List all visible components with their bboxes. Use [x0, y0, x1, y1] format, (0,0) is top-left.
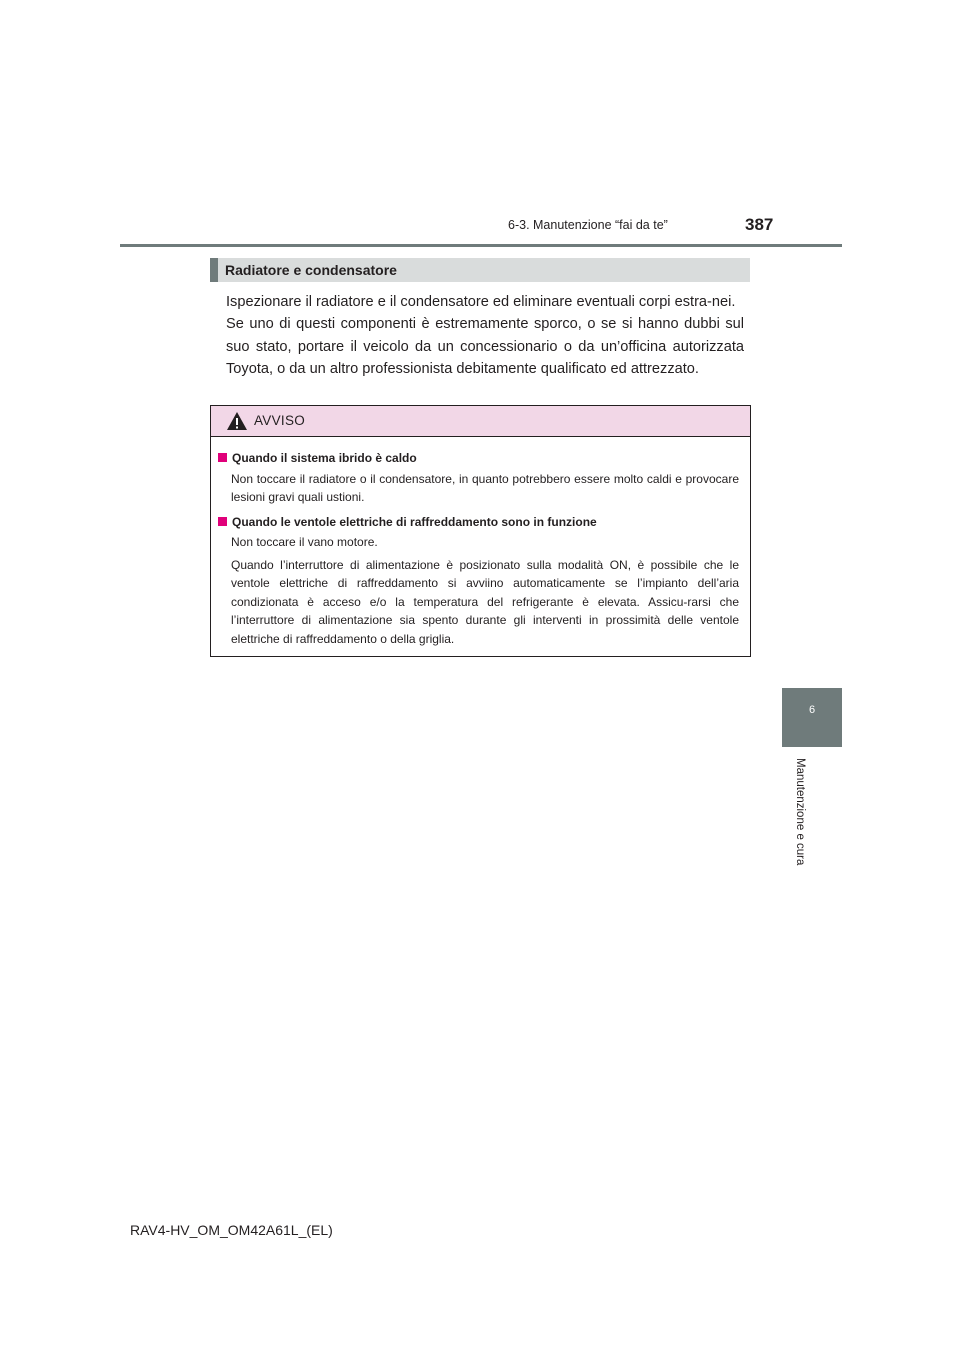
warning-header — [211, 406, 750, 437]
warning-triangle-icon — [226, 411, 248, 431]
warning-paragraph: Quando l’interruttore di alimentazione è posizionato sulla modalità ON, è possibile che le ventole elettriche di raffreddamento si avviino automaticamente se l’impianto dell’aria condizionata è acceso e/o la temperatura del refrigerante è elevata. Assicu-rarsi che l’interruttore di alimentazione sia spento durante gli interventi in prossimità delle ventole elettriche di raffreddamento o della griglia. — [231, 557, 739, 646]
bullet-square-icon — [218, 453, 227, 462]
body-paragraph: Ispezionare il radiatore e il condensatore ed eliminare eventuali corpi estra-nei. — [226, 294, 736, 310]
warning-item — [218, 449, 739, 507]
header-divider — [120, 244, 842, 247]
header-section-title: 6-3. Manutenzione “fai da te” — [508, 218, 668, 232]
footer-doc-code: RAV4-HV_OM_OM42A61L_(EL) — [130, 1222, 333, 1238]
section-body — [226, 291, 744, 381]
warning-paragraph: Non toccare il radiatore o il condensatore, in quanto potrebbero essere molto caldi e provocare lesioni gravi quali ustioni. — [231, 471, 739, 504]
bullet-square-icon — [218, 517, 227, 526]
chapter-tab — [782, 688, 842, 747]
section-title: Radiatore e condensatore — [225, 262, 397, 278]
warning-item-title: Quando il sistema ibrido è caldo — [232, 451, 417, 465]
warning-box — [210, 405, 751, 657]
page-number: 387 — [745, 215, 774, 234]
body-paragraph: Se uno di questi componenti è estremamente sporco, o se si hanno dubbi sul suo stato, portare il veicolo da un concessionario o da un’officina autorizzata Toyota, o da un altro professionista debitamente qualificato ed attrezzato. — [226, 316, 744, 378]
warning-item-title: Quando le ventole elettriche di raffreddamento sono in funzione — [232, 514, 597, 529]
section-heading-bar — [210, 258, 218, 282]
warning-label: AVVISO — [254, 413, 306, 428]
warning-content — [218, 449, 739, 652]
warning-paragraph: Non toccare il vano motore. — [231, 535, 378, 549]
warning-item — [218, 513, 739, 649]
section-heading — [210, 258, 750, 282]
chapter-title: Manutenzione e cura — [794, 758, 806, 866]
chapter-number: 6 — [808, 704, 816, 716]
